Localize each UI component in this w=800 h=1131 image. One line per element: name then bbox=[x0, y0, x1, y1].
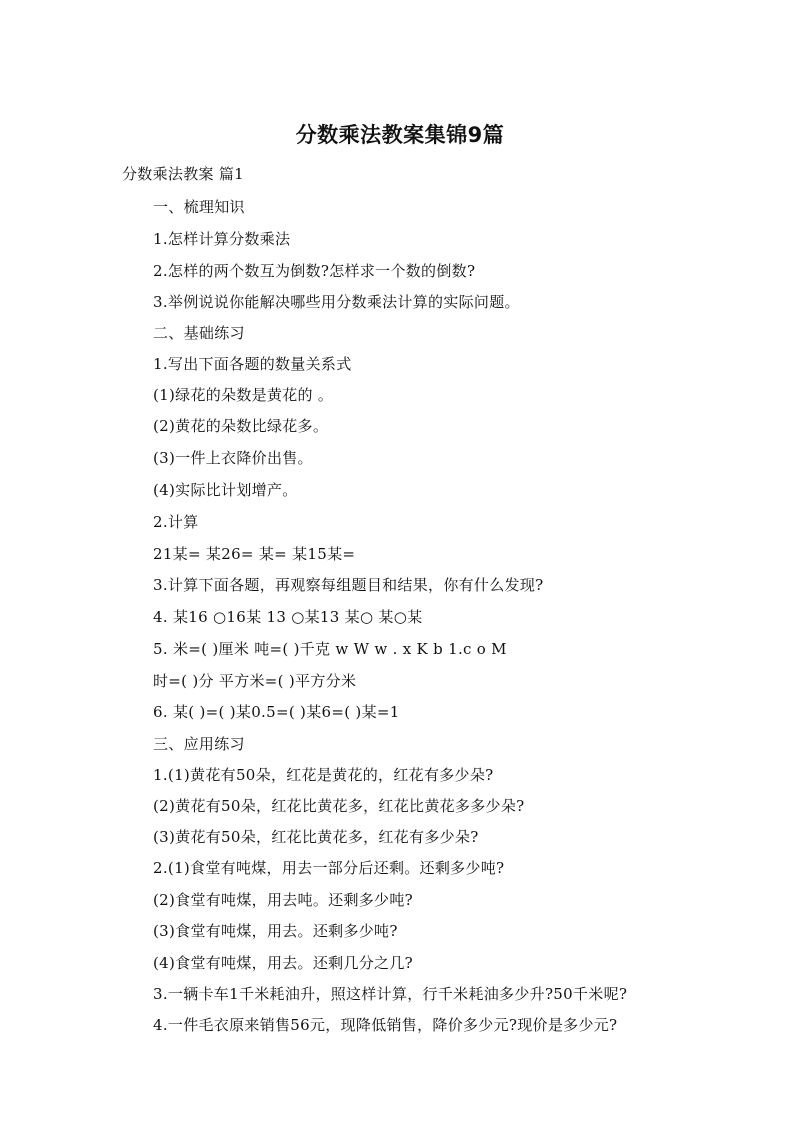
paragraph: 5. 米=( )厘米 吨=( )千克 w W w . x K b 1.c o M bbox=[153, 640, 507, 658]
paragraph: 4. 某16 ○16某 13 ○某13 某○ 某○某 bbox=[153, 608, 423, 626]
paragraph: (3)食堂有吨煤，用去。还剩多少吨? bbox=[153, 922, 398, 940]
paragraph: (2)食堂有吨煤，用去吨。还剩多少吨? bbox=[153, 891, 413, 909]
paragraph: 一、梳理知识 bbox=[153, 198, 245, 216]
paragraph: (2)黄花有50朵，红花比黄花多，红花比黄花多多少朵? bbox=[153, 797, 525, 815]
paragraph: (1)绿花的朵数是黄花的 。 bbox=[153, 386, 334, 404]
paragraph: 二、基础练习 bbox=[153, 324, 245, 342]
paragraph: 3.计算下面各题，再观察每组题目和结果，你有什么发现? bbox=[153, 576, 544, 594]
paragraph: 6. 某( )=( )某0.5=( )某6=( )某=1 bbox=[153, 703, 400, 721]
paragraph: 2.计算 bbox=[153, 513, 199, 531]
paragraph: 3.一辆卡车1千米耗油升，照这样计算，行千米耗油多少升?50千米呢? bbox=[153, 985, 628, 1003]
paragraph: (4)实际比计划增产。 bbox=[153, 481, 298, 499]
paragraph: 3.举例说说你能解决哪些用分数乘法计算的实际问题。 bbox=[153, 293, 520, 311]
document-title: 分数乘法教案集锦9篇 bbox=[295, 123, 505, 147]
paragraph: 2.怎样的两个数互为倒数?怎样求一个数的倒数? bbox=[153, 262, 476, 280]
paragraph: 2.(1)食堂有吨煤，用去一部分后还剩。还剩多少吨? bbox=[153, 859, 505, 877]
paragraph: 1.(1)黄花有50朵，红花是黄花的，红花有多少朵? bbox=[153, 766, 494, 784]
paragraph: (3)一件上衣降价出售。 bbox=[153, 449, 313, 467]
paragraph: (3)黄花有50朵，红花比黄花多，红花有多少朵? bbox=[153, 828, 479, 846]
section-heading: 分数乘法教案 篇1 bbox=[122, 165, 245, 183]
paragraph: 4.一件毛衣原来销售56元，现降低销售，降价多少元?现价是多少元? bbox=[153, 1016, 618, 1034]
paragraph: (2)黄花的朵数比绿花多。 bbox=[153, 417, 329, 435]
paragraph: (4)食堂有吨煤，用去。还剩几分之几? bbox=[153, 954, 413, 972]
paragraph: 1.写出下面各题的数量关系式 bbox=[153, 355, 352, 373]
paragraph: 21某= 某26= 某= 某15某= bbox=[153, 545, 356, 563]
paragraph: 三、应用练习 bbox=[153, 735, 245, 753]
paragraph: 时=( )分 平方米=( )平方分米 bbox=[153, 672, 357, 690]
paragraph: 1.怎样计算分数乘法 bbox=[153, 230, 291, 248]
